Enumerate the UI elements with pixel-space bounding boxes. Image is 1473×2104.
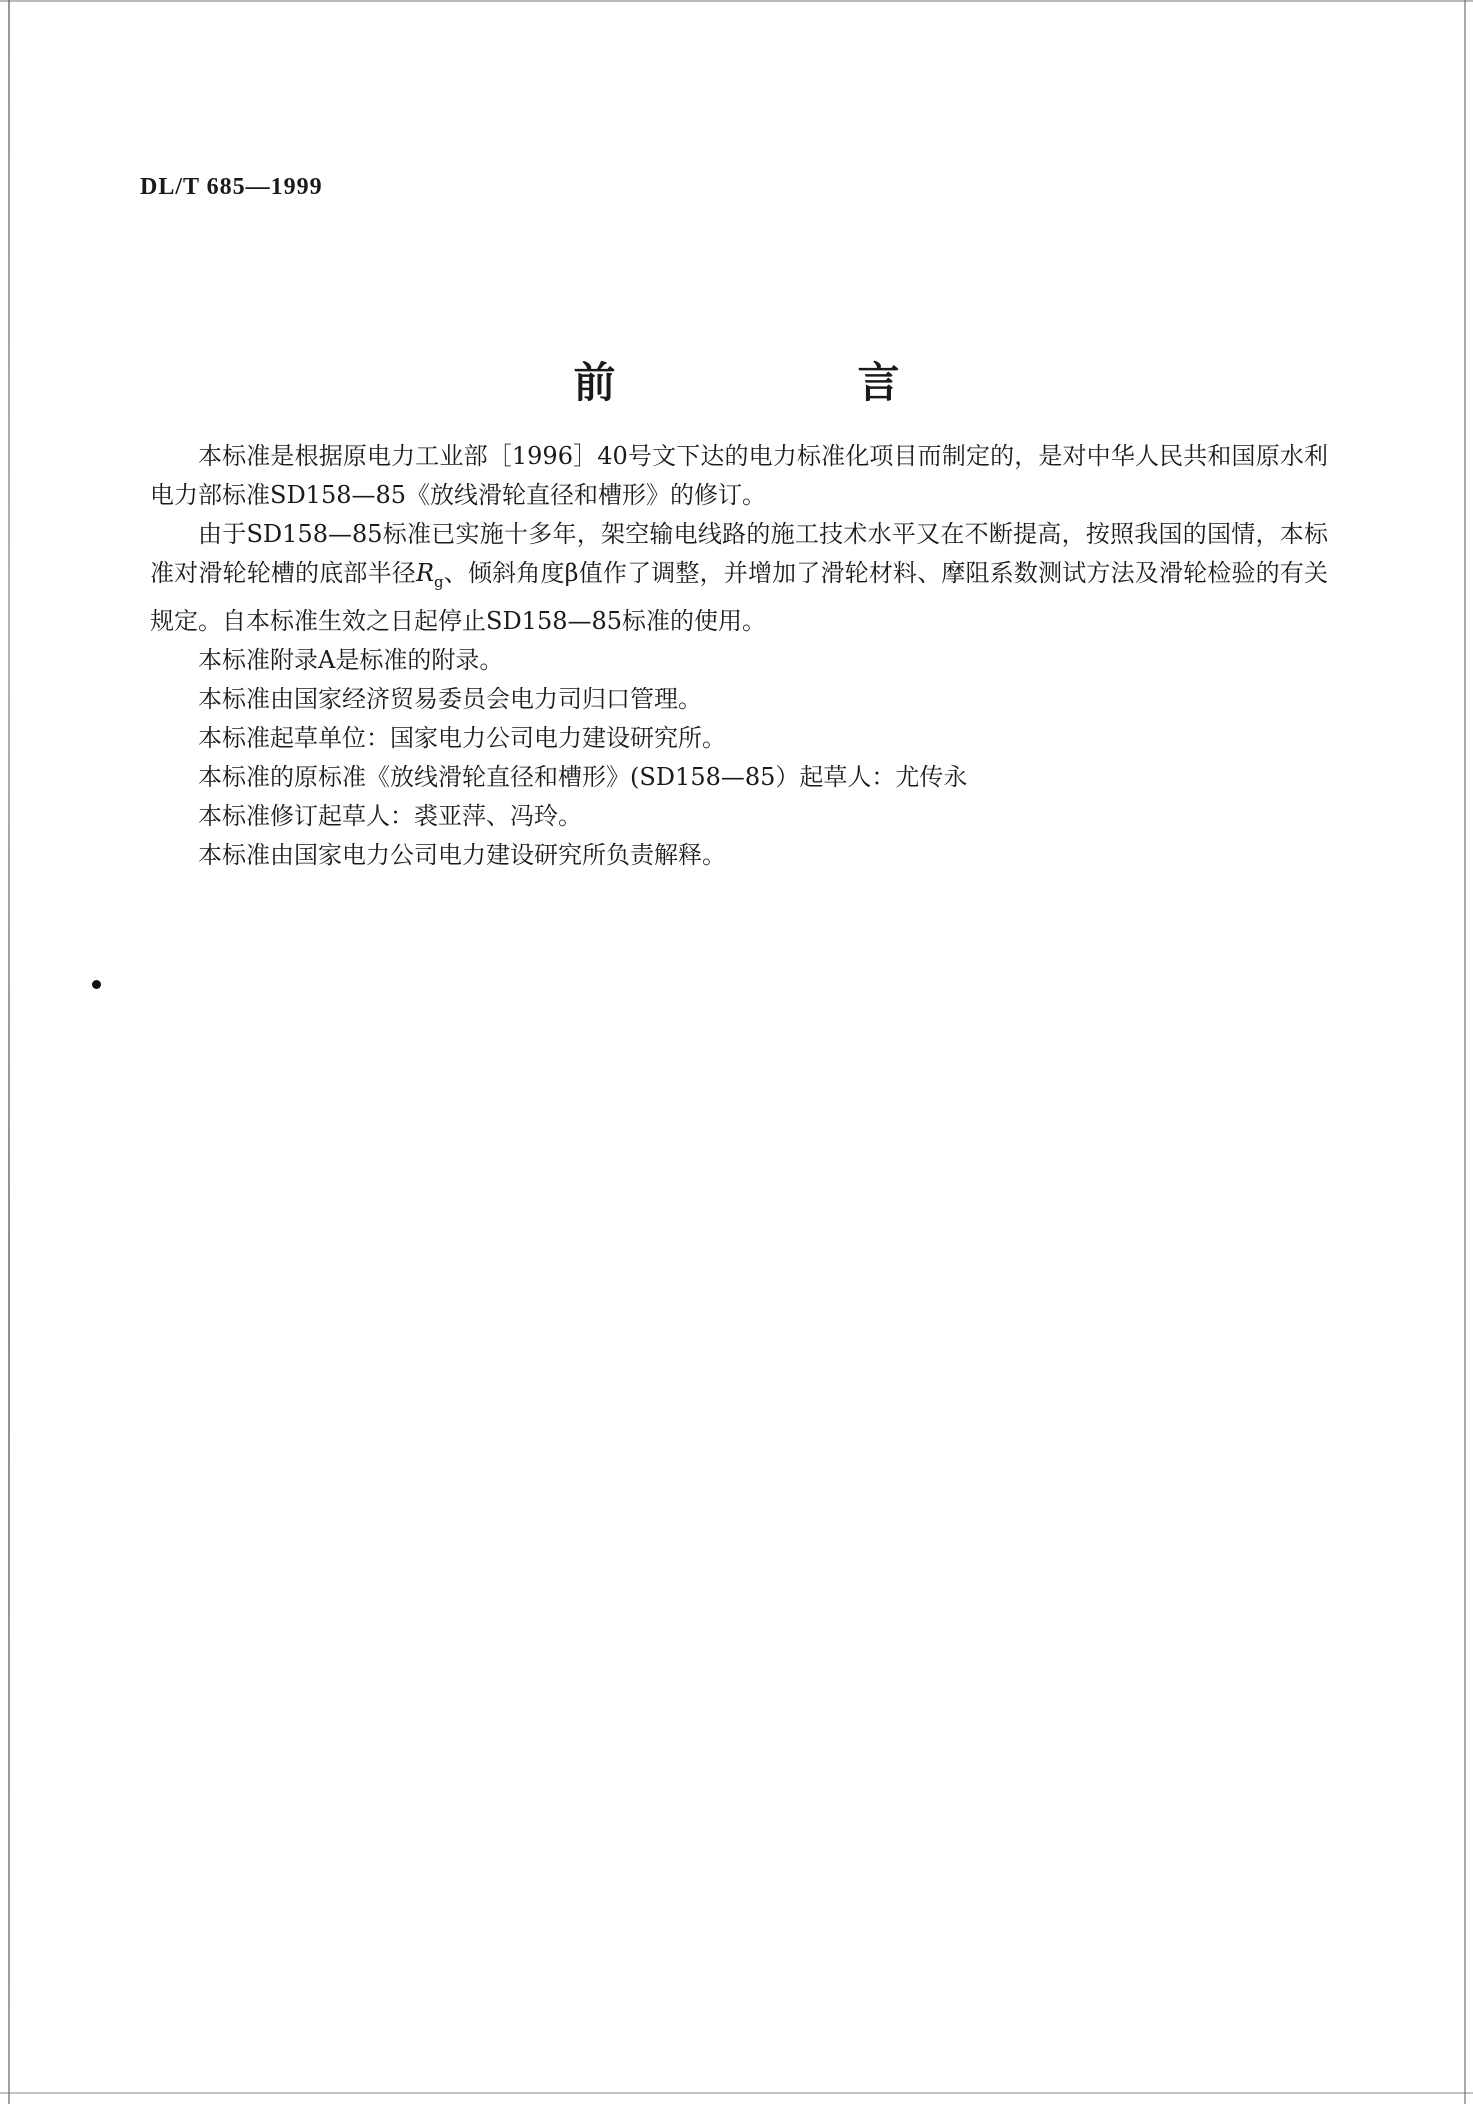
- document-code: DL/T 685—1999: [140, 174, 323, 200]
- paragraph-appendix: 本标准附录A是标准的附录。: [198, 645, 504, 674]
- scan-edge-top: [0, 0, 1473, 2]
- scan-speck: [92, 980, 101, 989]
- foreword-body: [150, 437, 1328, 875]
- scan-edge-left: [8, 0, 10, 2104]
- paragraph-drafting-unit: 本标准起草单位：国家电力公司电力建设研究所。: [198, 723, 726, 752]
- paragraph-basis: 本标准是根据原电力工业部［1996］40号文下达的电力标准化项目而制定的，是对中华人民共和国原水利电力部标准SD158—85《放线滑轮直径和槽形》的修订。: [150, 442, 1328, 509]
- paragraph-management: 本标准由国家经济贸易委员会电力司归口管理。: [198, 684, 702, 713]
- paragraph-original-drafter: 本标准的原标准《放线滑轮直径和槽形》(SD158—85）起草人：尤传永: [198, 762, 968, 791]
- paragraph-interpretation: 本标准由国家电力公司电力建设研究所负责解释。: [198, 840, 726, 869]
- paragraph-revision: 由于SD158—85标准已实施十多年，架空输电线路的施工技术水平又在不断提高，按照我国的国情，本标准对滑轮轮槽的底部半径$R_g$、倾斜角度β值作了调整，并增加了滑轮材料、摩阻系数测试方法及滑轮检验的有关规定。自本标准生效之日起停止SD158—85标准的使用。: [150, 520, 1329, 635]
- page-title: 前 言: [573, 358, 1000, 407]
- scan-edge-right: [1464, 0, 1466, 2104]
- scan-edge-bottom: [0, 2092, 1473, 2094]
- paragraph-revision-drafters: 本标准修订起草人：裘亚萍、冯玲。: [198, 801, 582, 830]
